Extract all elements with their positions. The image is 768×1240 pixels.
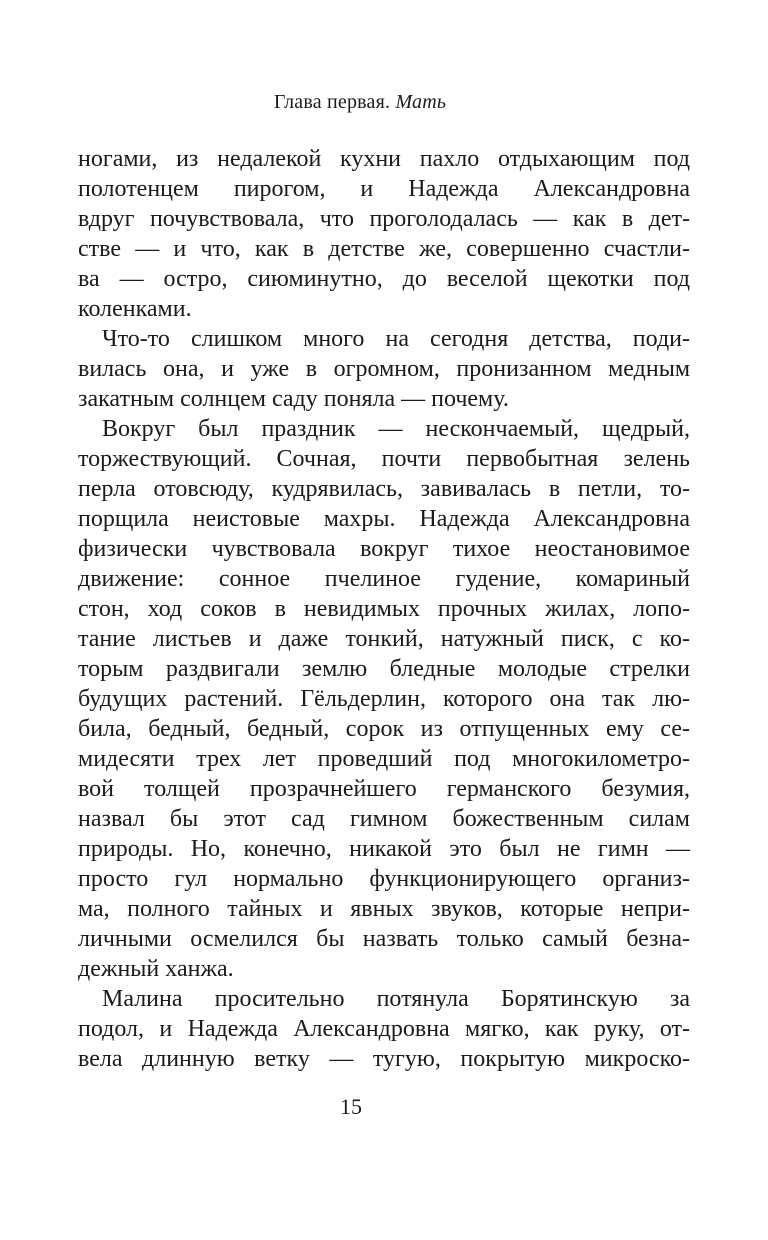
text-line: личными осмелился бы назвать только самый безна- bbox=[78, 926, 690, 952]
text-line: вела длинную ветку — тугую, покрытую микроско- bbox=[78, 1046, 690, 1072]
text-line: стон, ход соков в невидимых прочных жилах, лопо- bbox=[78, 596, 690, 622]
page-text bbox=[78, 144, 690, 1074]
text-line: торым раздвигали землю бледные молодые стрелки bbox=[78, 656, 690, 682]
text-line: стве — и что, как в детстве же, совершенно счастли- bbox=[78, 236, 690, 262]
text-line: движение: сонное пчелиное гудение, комариный bbox=[78, 566, 690, 592]
text-line: торжествующий. Сочная, почти первобытная зелень bbox=[78, 446, 690, 472]
text-line: закатным солнцем саду поняла — почему. bbox=[78, 386, 509, 412]
text-line: дежный ханжа. bbox=[78, 956, 234, 982]
text-line: назвал бы этот сад гимном божественным силам bbox=[78, 806, 690, 832]
text-line: вилась она, и уже в огромном, пронизанном медным bbox=[78, 356, 690, 382]
text-line: Что-то слишком много на сегодня детства, поди- bbox=[102, 326, 690, 352]
text-line: просто гул нормально функционирующего организ- bbox=[78, 866, 690, 892]
chapter-label: Глава первая. bbox=[273, 91, 391, 113]
chapter-heading bbox=[54, 90, 666, 114]
text-line: будущих растений. Гёльдерлин, которого она так лю- bbox=[78, 686, 690, 712]
text-line: ва — остро, сиюминутно, до веселой щекотки под bbox=[78, 266, 690, 292]
paragraph bbox=[78, 324, 690, 414]
text-line: тание листьев и даже тонкий, натужный писк, с ко- bbox=[78, 626, 690, 652]
text-line: Малина просительно потянула Борятинскую за bbox=[102, 986, 690, 1012]
text-line: физически чувствовала вокруг тихое неостановимое bbox=[78, 536, 690, 562]
paragraph bbox=[78, 144, 690, 324]
text-line: била, бедный, бедный, сорок из отпущенных ему се- bbox=[78, 716, 690, 742]
text-line: порщила неистовые махры. Надежда Александровна bbox=[78, 506, 690, 532]
text-line: перла отовсюду, кудрявилась, завивалась в петли, то- bbox=[78, 476, 690, 502]
text-line: коленками. bbox=[78, 296, 192, 322]
text-line: Вокруг был праздник — нескончаемый, щедрый, bbox=[102, 416, 690, 442]
page-number: 15 bbox=[340, 1094, 362, 1119]
text-line: природы. Но, конечно, никакой это был не гимн — bbox=[78, 836, 690, 862]
paragraph bbox=[78, 984, 690, 1074]
text-line: вдруг почувствовала, что проголодалась — как в дет- bbox=[78, 206, 690, 232]
text-line: вой толщей прозрачнейшего германского безумия, bbox=[78, 776, 690, 802]
chapter-title: Мать bbox=[395, 91, 447, 113]
text-line: ногами, из недалекой кухни пахло отдыхающим под bbox=[78, 146, 690, 172]
text-line: подол, и Надежда Александровна мягко, как руку, от- bbox=[78, 1016, 690, 1042]
text-line: ма, полного тайных и явных звуков, которые непри- bbox=[78, 896, 690, 922]
text-line: полотенцем пирогом, и Надежда Александровна bbox=[78, 176, 690, 202]
paragraph bbox=[78, 414, 690, 984]
text-line: мидесяти трех лет проведший под многокилометро- bbox=[78, 746, 690, 772]
